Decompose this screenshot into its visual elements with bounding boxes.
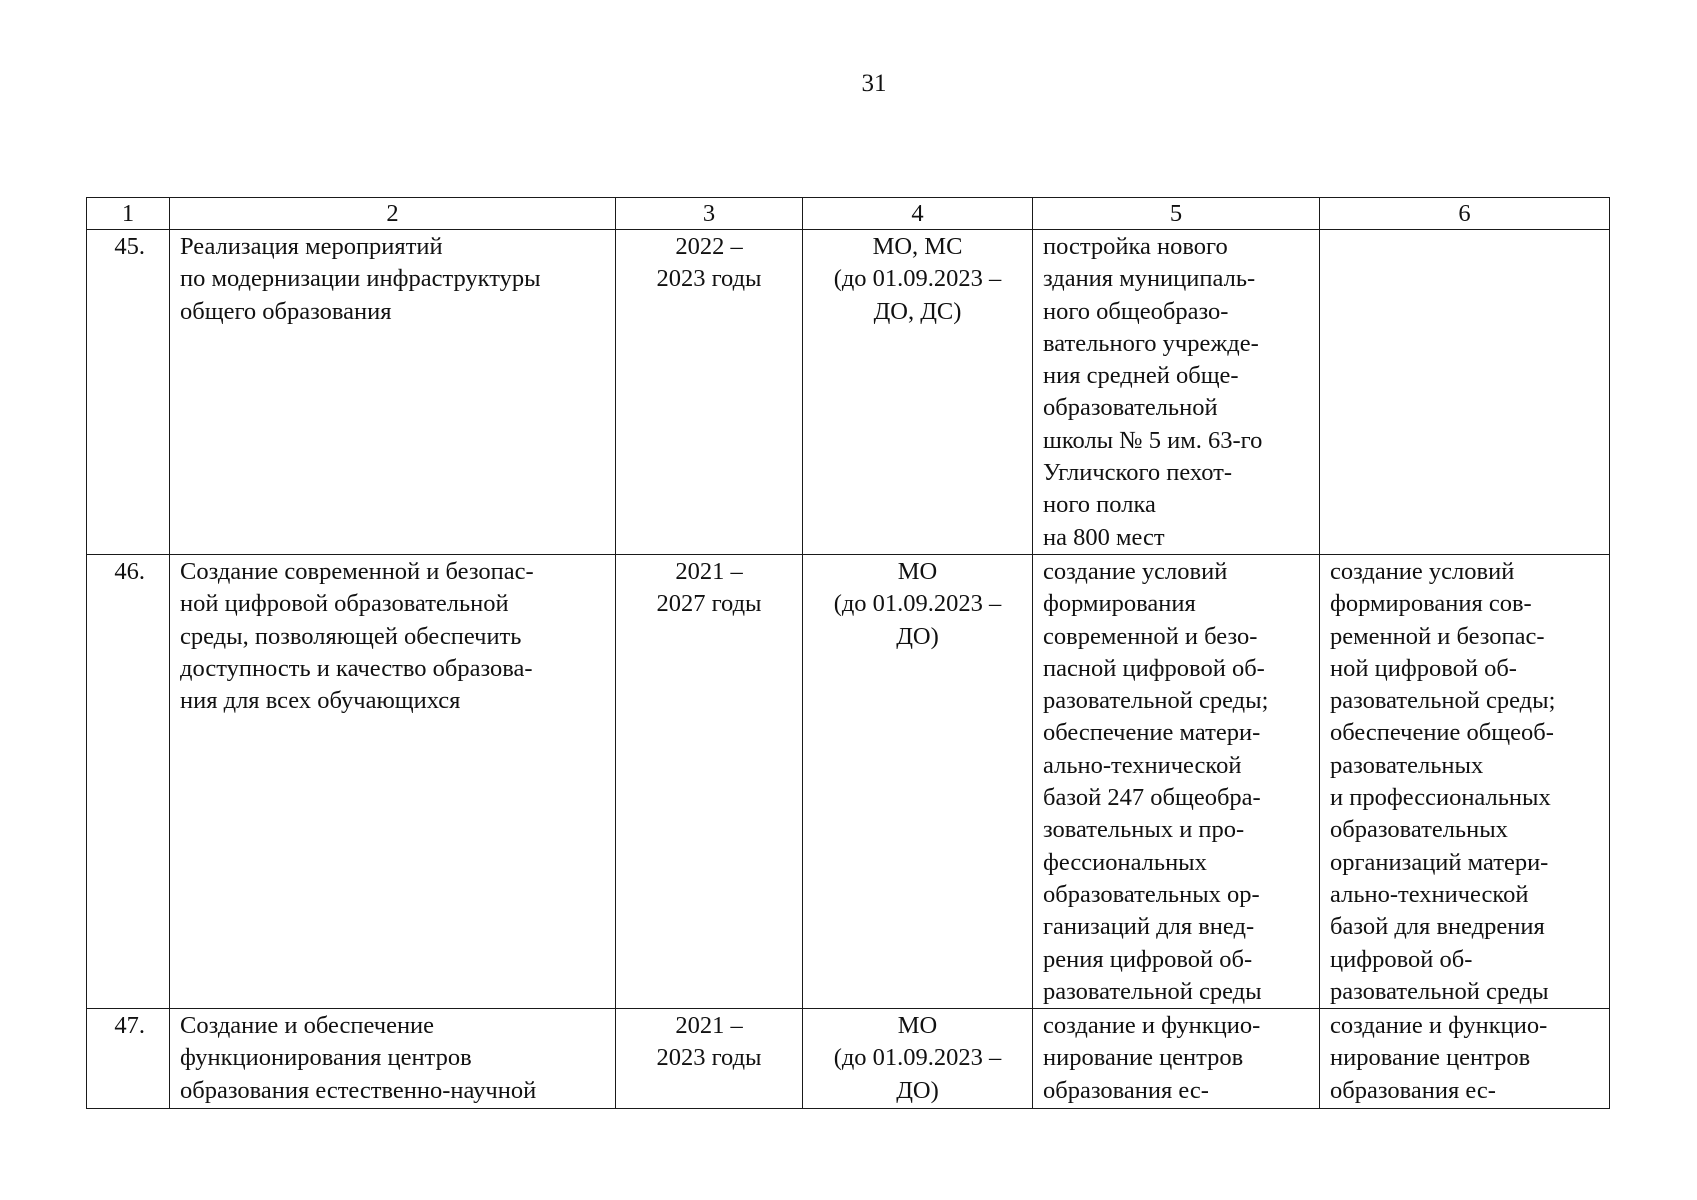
cell-text-line: МО (897, 1012, 938, 1040)
page-number: 31 (861, 70, 887, 97)
period-cell (616, 230, 803, 555)
cell-text-line: Реализация мероприятий (180, 233, 443, 260)
cell-text-line: создание условий (1043, 558, 1228, 585)
cell-text-line: современной и безо- (1043, 622, 1258, 650)
cell-text-line: создание условий (1330, 558, 1515, 585)
result-cell-col5 (1033, 555, 1320, 1009)
cell-text-line: базой для внедрения (1330, 913, 1545, 941)
cell-text-line: по модернизации инфраструктуры (180, 265, 541, 293)
cell-text-line: рения цифровой об- (1043, 945, 1253, 973)
cell-text-line: (до 01.09.2023 – (833, 1044, 1002, 1072)
cell-text-line: ной цифровой образовательной (180, 590, 509, 618)
cell-text-line: среды, позволяющей обеспечить (180, 622, 522, 650)
cell-text-line: ДО, ДС) (873, 297, 962, 325)
cell-text-line: образовательных (1330, 816, 1508, 844)
cell-text-line: ния для всех обучающихся (180, 687, 461, 715)
cell-text-line: ной цифровой об- (1330, 654, 1517, 682)
cell-text-line: ного общеобразо- (1043, 297, 1229, 325)
cell-text-line: на 800 мест (1043, 523, 1165, 551)
cell-text-line: организаций матери- (1330, 848, 1549, 876)
cell-text-line: школы № 5 им. 63-го (1043, 426, 1263, 454)
cell-text-line: 2027 годы (656, 590, 762, 618)
cell-text-line: ременной и безопас- (1330, 622, 1545, 650)
cell-text-line: здания муниципаль- (1043, 265, 1256, 293)
event-cell (170, 1009, 616, 1109)
cell-text-line: Угличского пехот- (1043, 459, 1233, 487)
table-row (87, 1009, 1610, 1109)
result-cell-col6 (1320, 555, 1610, 1009)
cell-text-line: функционирования центров (180, 1044, 472, 1072)
cell-text-line: создание и функцио- (1330, 1012, 1548, 1040)
row-number: 47. (87, 1009, 170, 1109)
cell-text-line: доступность и качество образова- (180, 654, 533, 682)
cell-text-line: 2021 – (675, 1012, 743, 1040)
cell-text-line: (до 01.09.2023 – (833, 590, 1002, 618)
table-row (87, 555, 1610, 1009)
event-cell (170, 555, 616, 1009)
cell-text-line: и профессиональных (1330, 784, 1551, 812)
column-number-1: 1 (87, 198, 170, 230)
plan-table (86, 197, 1610, 1109)
period-cell (616, 1009, 803, 1109)
cell-text-line: базой 247 общеобра- (1043, 784, 1261, 812)
cell-text-line: разовательной среды (1043, 977, 1262, 1005)
row-number: 45. (87, 230, 170, 555)
cell-text-line: нирование центров (1043, 1044, 1244, 1072)
cell-text-line: разовательных (1330, 751, 1484, 779)
cell-text-line: вательного учрежде- (1043, 329, 1259, 357)
cell-text-line: 2021 – (675, 558, 743, 585)
cell-text-line: создание и функцио- (1043, 1012, 1261, 1040)
cell-text-line: Создание современной и безопас- (180, 558, 534, 585)
responsible-cell (803, 555, 1033, 1009)
cell-text-line: цифровой об- (1330, 945, 1473, 973)
cell-text-line: МО, МС (872, 233, 963, 260)
table-header-row (87, 198, 1610, 230)
cell-text-line: 2023 годы (656, 265, 762, 293)
cell-text-line: разовательной среды; (1043, 687, 1269, 715)
cell-text-line: образования ес- (1330, 1076, 1496, 1104)
event-cell (170, 230, 616, 555)
cell-text-line: формирования сов- (1330, 590, 1532, 618)
cell-text-line: разовательной среды; (1330, 687, 1556, 715)
cell-text-line: образовательных ор- (1043, 880, 1260, 908)
cell-text-line: ДО) (896, 622, 939, 650)
cell-text-line: ганизаций для внед- (1043, 913, 1255, 941)
cell-text-line: общего образования (180, 297, 392, 325)
cell-text-line: обеспечение общеоб- (1330, 719, 1554, 747)
cell-text-line: Создание и обеспечение (180, 1012, 435, 1040)
row-number: 46. (87, 555, 170, 1009)
cell-text-line: постройка нового (1043, 233, 1228, 260)
cell-text-line: ного полка (1043, 491, 1156, 519)
cell-text-line: разовательной среды (1330, 977, 1549, 1005)
cell-text-line: образования ес- (1043, 1076, 1209, 1104)
column-number-2: 2 (170, 198, 616, 230)
column-number-3: 3 (616, 198, 803, 230)
cell-text-line: обеспечение матери- (1043, 719, 1261, 747)
cell-text-line: пасной цифровой об- (1043, 654, 1265, 682)
cell-text-line: формирования (1043, 590, 1196, 618)
responsible-cell (803, 1009, 1033, 1109)
cell-text-line: ния средней обще- (1043, 362, 1239, 390)
result-cell-col6 (1320, 230, 1610, 555)
cell-text-line: ально-технической (1330, 880, 1529, 908)
responsible-cell (803, 230, 1033, 555)
cell-text-line: образовательной (1043, 394, 1218, 422)
table-row (87, 230, 1610, 555)
column-number-5: 5 (1033, 198, 1320, 230)
cell-text-line: 2023 годы (656, 1044, 762, 1072)
cell-text-line: нирование центров (1330, 1044, 1531, 1072)
result-cell-col5 (1033, 1009, 1320, 1109)
column-number-4: 4 (803, 198, 1033, 230)
cell-text-line: фессиональных (1043, 848, 1207, 876)
period-cell (616, 555, 803, 1009)
cell-text-line: 2022 – (675, 233, 743, 260)
cell-text-line: ально-технической (1043, 751, 1242, 779)
cell-text-line: ДО) (896, 1076, 939, 1104)
cell-text-line: зовательных и про- (1043, 816, 1245, 844)
column-number-6: 6 (1320, 198, 1610, 230)
result-cell-col5 (1033, 230, 1320, 555)
cell-text-line: МО (897, 558, 938, 585)
result-cell-col6 (1320, 1009, 1610, 1109)
cell-text-line: образования естественно-научной (180, 1076, 537, 1104)
cell-text-line: (до 01.09.2023 – (833, 265, 1002, 293)
